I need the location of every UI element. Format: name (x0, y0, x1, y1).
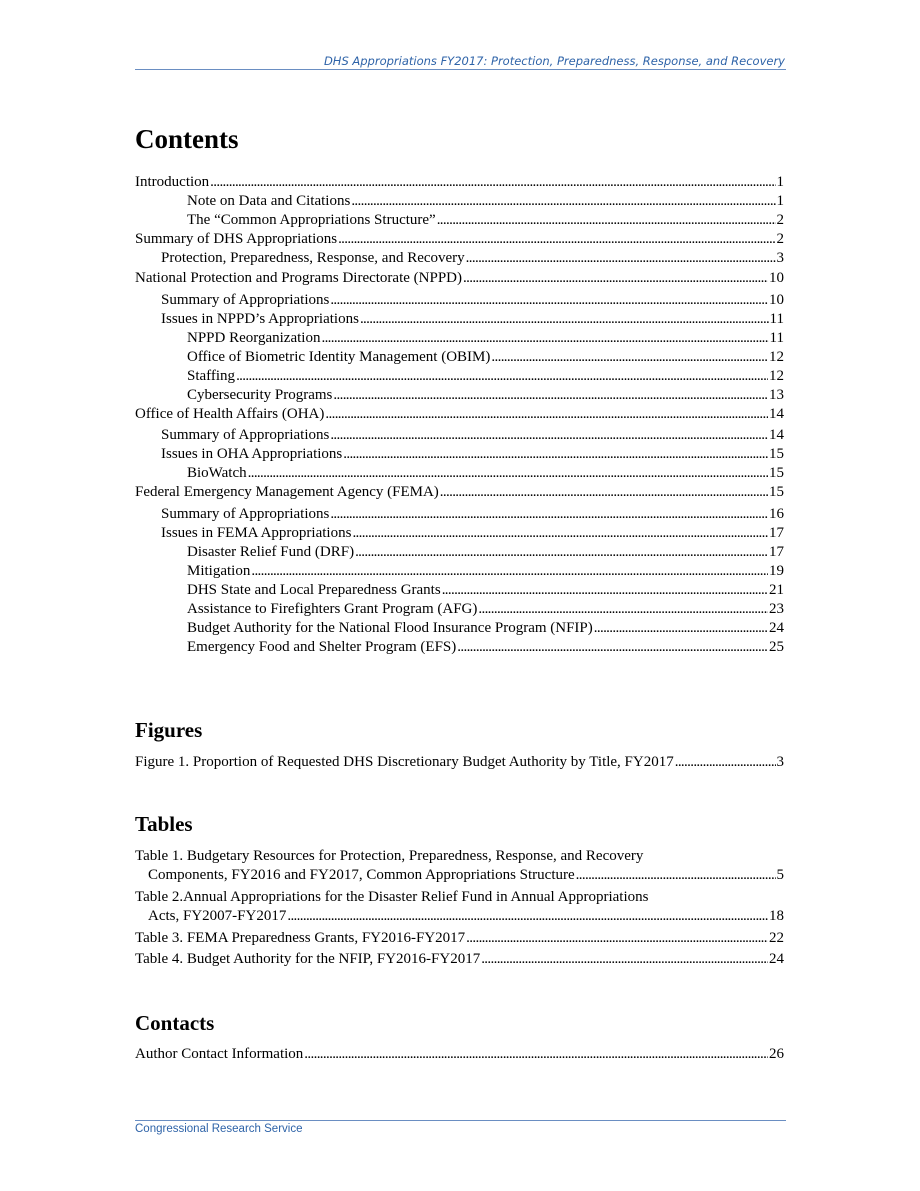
toc-entry[interactable]: Summary of Appropriations . . . 10 (135, 292, 784, 311)
toc-entry[interactable]: Introduction . . . 1 (135, 174, 784, 193)
toc-entry[interactable]: Disaster Relief Fund (DRF) . . . 17 (135, 544, 784, 563)
contacts-heading: Contacts (135, 1011, 215, 1035)
toc-entry[interactable]: Summary of Appropriations . . . 14 (135, 427, 784, 446)
toc-entry[interactable]: Cybersecurity Programs . . . 13 (135, 387, 784, 406)
contacts-list (135, 1046, 784, 1065)
footer-rule (135, 1120, 786, 1121)
tables-list (135, 848, 784, 970)
tables-heading: Tables (135, 812, 193, 836)
toc-entry[interactable]: BioWatch . . . 15 (135, 465, 784, 484)
running-header: DHS Appropriations FY2017: Protection, Preparedness, Response, and Recovery (323, 54, 785, 68)
toc-entry[interactable]: Summary of Appropriations . . . 16 (135, 506, 784, 525)
toc-entry[interactable]: Federal Emergency Management Agency (FEMA) . . . 15 (135, 484, 784, 506)
contact-entry[interactable]: Author Contact Information . . . 26 (135, 1046, 784, 1065)
toc-entry[interactable]: Emergency Food and Shelter Program (EFS) . . . 25 (135, 639, 784, 658)
toc-entry[interactable]: Budget Authority for the National Flood Insurance Program (NFIP) . . . 24 (135, 620, 784, 639)
toc-entry[interactable]: NPPD Reorganization . . . 11 (135, 330, 784, 349)
table-entry[interactable]: Table 3. FEMA Preparedness Grants, FY2016-FY2017 . . . 22 (135, 930, 784, 951)
contents-list (135, 174, 784, 658)
toc-entry[interactable]: Mitigation . . . 19 (135, 563, 784, 582)
toc-entry[interactable]: Office of Health Affairs (OHA) . . . 14 (135, 406, 784, 427)
toc-entry[interactable]: Issues in NPPD’s Appropriations . . . 11 (135, 311, 784, 330)
toc-entry[interactable]: Issues in FEMA Appropriations . . . 17 (135, 525, 784, 544)
table-entry[interactable]: Table 1. Budgetary Resources for Protection, Preparedness, Response, and Recovery Components, FY2016 and FY2017, Common Appropriations Structure . . . 5 (135, 848, 784, 889)
toc-entry[interactable]: Issues in OHA Appropriations . . . 15 (135, 446, 784, 465)
table-entry[interactable]: Table 2.Annual Appropriations for the Disaster Relief Fund in Annual Appropriations Acts, FY2007-FY2017 . . . 18 (135, 889, 784, 930)
toc-entry[interactable]: Summary of DHS Appropriations . . . 2 (135, 231, 784, 250)
toc-entry[interactable]: Protection, Preparedness, Response, and Recovery . . . 3 (135, 250, 784, 270)
toc-entry[interactable]: Note on Data and Citations . . . 1 (135, 193, 784, 212)
footer-source: Congressional Research Service (135, 1123, 303, 1135)
figures-list (135, 754, 784, 773)
figures-heading: Figures (135, 718, 203, 742)
toc-entry[interactable]: The “Common Appropriations Structure” . . . 2 (135, 212, 784, 231)
toc-entry[interactable]: Assistance to Firefighters Grant Program (AFG) . . . 23 (135, 601, 784, 620)
header-rule (135, 69, 786, 70)
figure-entry[interactable]: Figure 1. Proportion of Requested DHS Discretionary Budget Authority by Title, FY2017 . . . 3 (135, 754, 784, 773)
toc-entry[interactable]: Staffing . . . 12 (135, 368, 784, 387)
contents-heading: Contents (135, 124, 239, 154)
toc-entry[interactable]: DHS State and Local Preparedness Grants . . . 21 (135, 582, 784, 601)
table-entry[interactable]: Table 4. Budget Authority for the NFIP, FY2016-FY2017 . . . 24 (135, 951, 784, 970)
toc-entry[interactable]: Office of Biometric Identity Management (OBIM) . . . 12 (135, 349, 784, 368)
toc-entry[interactable]: National Protection and Programs Directorate (NPPD) . . . 10 (135, 270, 784, 292)
